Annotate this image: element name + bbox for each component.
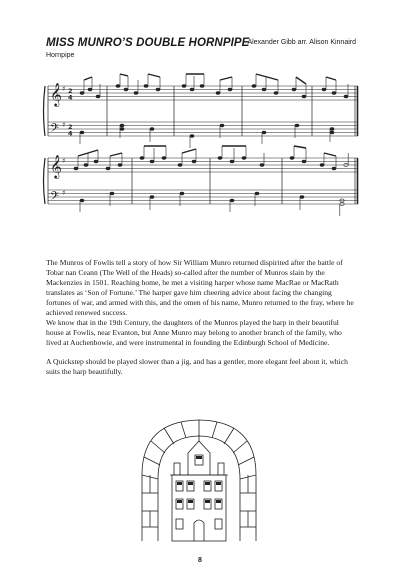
svg-text:𝄞: 𝄞 — [50, 154, 62, 178]
performance-note-paragraph: A Quickstep should be played slower than a jig, and has a gentler, more elegant feel about it, which suits the harp beautifully. — [46, 357, 348, 376]
clefs — [50, 82, 73, 206]
svg-text:𝄢: 𝄢 — [50, 190, 60, 206]
svg-text:4: 4 — [68, 129, 73, 138]
history-paragraph: The Munros of Fowlis tell a story of how Sir William Munro returned dispirited after the battle of Tobar nan Ceann (The Well of the Heads) so-called after the number of Munros slain by the Mackenzies in 1501. Reaching home, he met a visiting harper whose name MacRae or MacRath translates as ‘Son of Fortune.’ The harper gave him cheering advice about facing the changing fortunes of war, and armed with this, and the omen of his name, Munro returned to the fray, where he achieved renewed success. — [46, 258, 354, 317]
composer-credit: Alexander Gibb arr. Alison Kinnaird — [247, 39, 356, 46]
barlines — [48, 86, 358, 204]
svg-text:𝄞: 𝄞 — [50, 82, 62, 106]
svg-text:♯: ♯ — [62, 157, 66, 165]
svg-text:♯: ♯ — [62, 85, 66, 93]
svg-text:𝄢: 𝄢 — [50, 122, 60, 138]
staff-lines — [48, 86, 358, 204]
svg-text:2: 2 — [68, 87, 73, 95]
tune-title: MISS MUNRO’S DOUBLE HORNPIPE — [46, 37, 250, 49]
page-number: 8 — [198, 557, 202, 564]
svg-text:♯: ♯ — [62, 189, 66, 197]
munro-daughters-paragraph: We know that in the 19th Century, the daughters of the Munros played the harp in their beautiful house at Fowlis, near Evanton, but Anne Munro may belong to another branch of the family, who lived at Auchenbowie, and were instrumental in founding the Edinburgh School of Medicine. — [46, 318, 342, 347]
sheet-music-score — [42, 64, 360, 224]
svg-text:4: 4 — [68, 93, 73, 102]
tune-form: Hornpipe — [46, 52, 75, 59]
castle-arch-illustration — [138, 417, 260, 542]
tune-notes — [46, 258, 354, 377]
svg-text:♯: ♯ — [62, 121, 66, 129]
notes — [74, 74, 348, 216]
svg-text:2: 2 — [68, 123, 73, 131]
